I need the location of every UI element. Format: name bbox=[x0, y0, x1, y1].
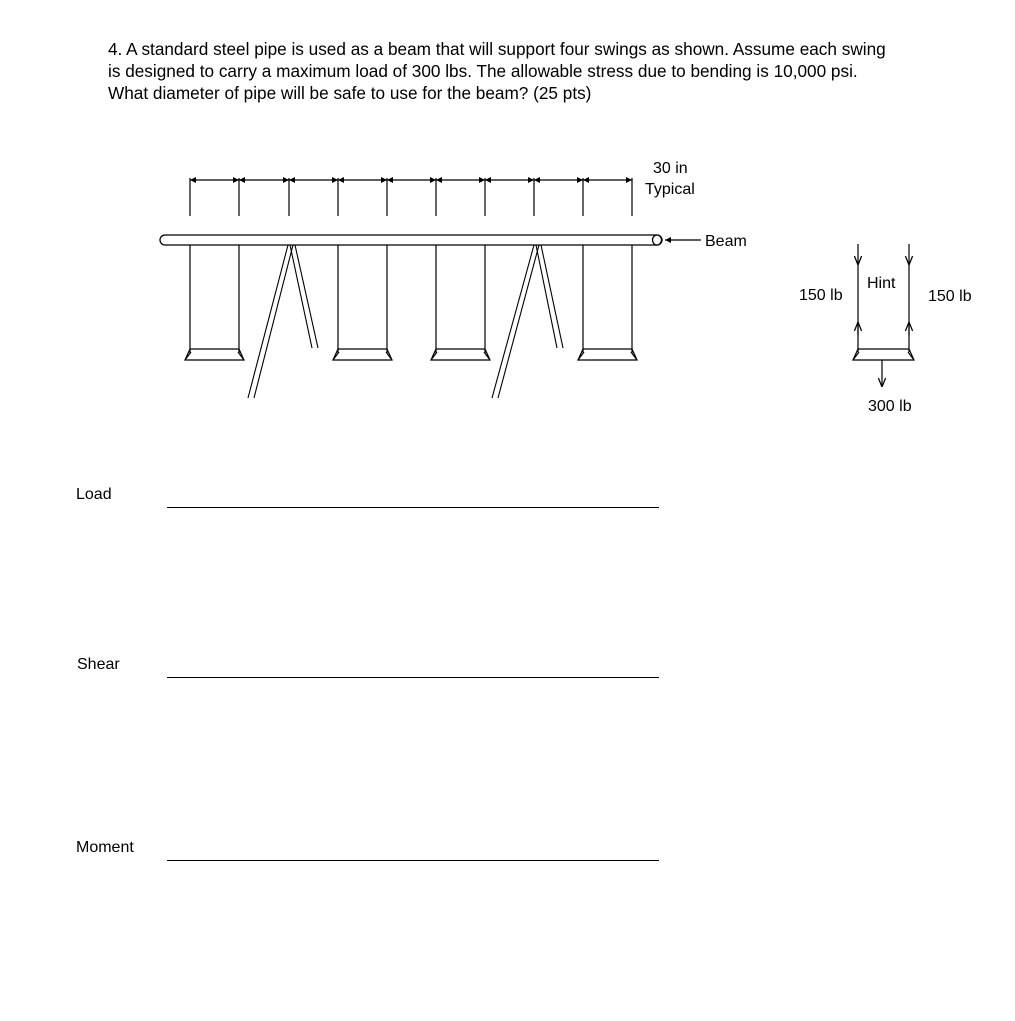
load-answer-line bbox=[167, 507, 659, 508]
swing-3 bbox=[431, 245, 490, 360]
a-frame-left bbox=[248, 245, 318, 398]
moment-label: Moment bbox=[76, 839, 134, 856]
a-frame-right bbox=[492, 245, 563, 398]
problem-line-3: What diameter of pipe will be safe to use for the beam? (25 pts) bbox=[108, 83, 592, 103]
swing-4 bbox=[578, 245, 637, 360]
beam-label: Beam bbox=[705, 233, 747, 250]
swing-1 bbox=[185, 245, 244, 360]
spacing-value: 30 in bbox=[653, 160, 688, 177]
shear-label: Shear bbox=[77, 656, 120, 673]
problem-line-2: is designed to carry a maximum load of 300 lbs. The allowable stress due to bending is 10,000 psi. bbox=[108, 61, 858, 81]
hint-title: Hint bbox=[867, 275, 896, 292]
swing-2 bbox=[333, 245, 392, 360]
load-label: Load bbox=[76, 486, 112, 503]
shear-answer-line bbox=[167, 677, 659, 678]
beam-pipe bbox=[160, 235, 662, 245]
moment-answer-line bbox=[167, 860, 659, 861]
dimension-chain bbox=[190, 178, 632, 216]
hint-load: 300 lb bbox=[868, 398, 912, 415]
hint-left-force: 150 lb bbox=[799, 287, 843, 304]
hint-right-force: 150 lb bbox=[928, 288, 972, 305]
problem-line-1: 4. A standard steel pipe is used as a beam that will support four swings as shown. Assume each swing bbox=[108, 39, 886, 59]
spacing-note: Typical bbox=[645, 181, 695, 198]
hint-diagram bbox=[853, 244, 914, 387]
